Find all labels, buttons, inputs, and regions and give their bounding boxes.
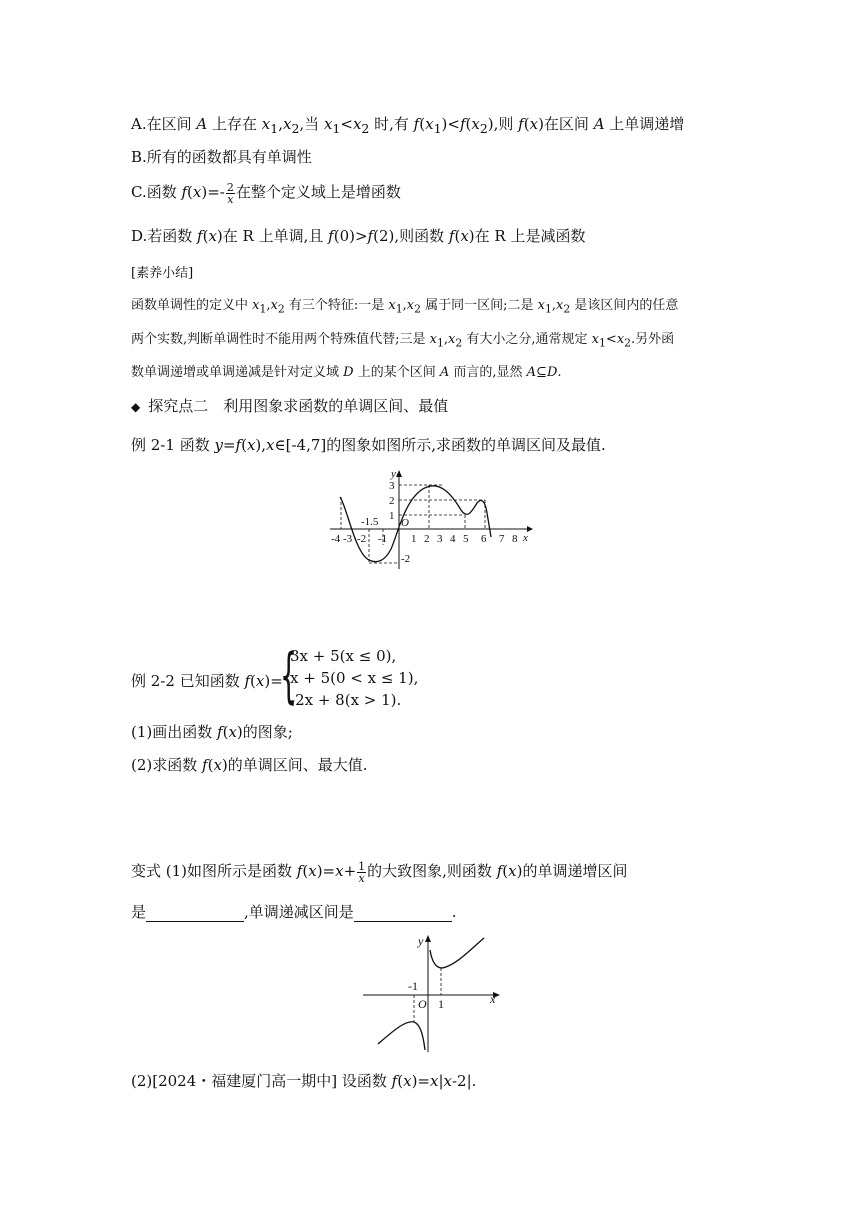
y-axis-label: y (418, 934, 424, 948)
x-axis-label: x (490, 992, 496, 1006)
pos-one-label: 1 (438, 997, 444, 1011)
option-a: A.在区间 A 上存在 $x_1,x_2$,当 $x_1<x_2$ 时,有 $f(x_1)<f(x_2)$,则 f(x)在区间 A 上单调递增 (131, 115, 685, 136)
fraction-2-over-x: $\frac{2}{x}$ (226, 180, 234, 206)
piecewise-brace: { (280, 641, 298, 711)
summary-title: [素养小结] (131, 266, 194, 281)
x-tick-label: 1 (411, 533, 417, 545)
fraction-1-over-x: $\frac{1}{x}$ (358, 859, 366, 885)
diamond-icon: ◆ (131, 400, 141, 414)
question-1: (1)画出函数 f(x)的图象; (131, 723, 293, 741)
x-tick-label: -3 (343, 533, 353, 545)
x-tick-label: 4 (450, 533, 456, 545)
section-heading: ◆ 探究点二 利用图象求函数的单调区间、最值 (131, 397, 449, 415)
origin-label: O (401, 517, 409, 529)
variant-line-1: 变式 (1)如图所示是函数 f(x)=x+ $\frac{1}{x}$ 的大致图象,则函数 f(x)的单调递增区间 (131, 859, 628, 885)
answer-blank-decreasing[interactable] (354, 907, 452, 922)
summary-line-2: 两个实数,判断单调性时不能用两个特殊值代替;三是 $x_1,x_2$ 有大小之分,通常规定 $x_1<x_2$.另外函 (131, 332, 675, 350)
variant-line-3: (2)[2024・福建厦门高一期中] 设函数 f(x)=x|x-2|. (131, 1072, 477, 1090)
option-b: B.所有的函数都具有单调性 (131, 148, 312, 166)
case-3: -2x + 8(x > 1). (290, 691, 402, 709)
summary-line-3: 数单调递增或单调递减是针对定义域 D 上的某个区间 A 而言的,显然 A⊆D. (131, 365, 562, 380)
y-tick-label: -2 (401, 553, 411, 565)
question-2: (2)求函数 f(x)的单调区间、最大值. (131, 756, 368, 774)
graph-variant (360, 930, 510, 1056)
summary-line-1: 函数单调性的定义中 $x_1,x_2$ 有三个特征:一是 $x_1,x_2$ 属于同一区间;二是 $x_1,x_2$ 是该区间内的任意 (131, 298, 679, 316)
y-tick-label: 2 (389, 495, 395, 507)
y-tick-label: 3 (389, 480, 395, 492)
x-tick-label: 7 (499, 533, 505, 545)
y-axis-label: y (391, 468, 396, 480)
variant-line-2: 是 ,单调递减区间是 . (131, 903, 457, 921)
x-tick-label: -2 (357, 533, 367, 545)
neg-one-label: -1 (408, 979, 418, 993)
x-tick-label: 5 (463, 533, 469, 545)
case-2: x + 5(0 < x ≤ 1), (290, 669, 419, 687)
y-tick-label: 1 (389, 510, 395, 522)
option-d: D.若函数 f(x)在 R 上单调,且 f(0)>f(2),则函数 f(x)在 R 上是减函数 (131, 227, 586, 245)
x-tick-label: 8 (512, 533, 518, 545)
x-tick-label: -4 (331, 533, 341, 545)
extra-tick-label: -1.5 (361, 516, 379, 528)
x-tick-label: 2 (424, 533, 430, 545)
case-1: 3x + 5(x ≤ 0), (290, 647, 397, 665)
example-2-2: 例 2-2 已知函数 f(x)= (131, 672, 283, 690)
graph-example-2-1 (325, 465, 535, 575)
x-tick-label: 6 (481, 533, 487, 545)
origin-label: O (418, 997, 427, 1011)
x-axis-label: x (523, 532, 528, 544)
example-2-1: 例 2-1 函数 y=f(x),x∈[-4,7]的图象如图所示,求函数的单调区间及最值. (131, 436, 606, 454)
x-tick-label: -1 (378, 533, 388, 545)
answer-blank-increasing[interactable] (146, 907, 244, 922)
option-c: C.函数 f(x)=- $\frac{2}{x}$ 在整个定义域上是增函数 (131, 180, 401, 206)
x-tick-label: 3 (437, 533, 443, 545)
